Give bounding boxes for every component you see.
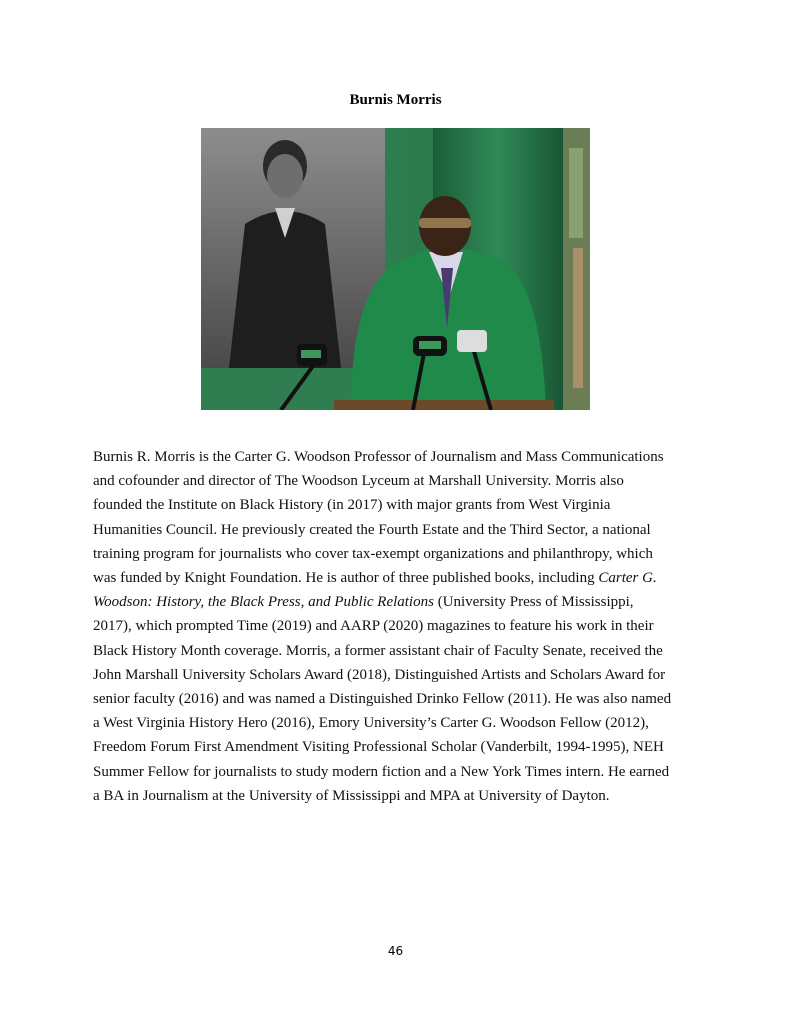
bio-line [93,711,698,735]
bio-line [93,639,698,663]
bio-paragraph [93,445,698,808]
bio-line [93,784,698,808]
bio-text: Humanities Council. He previously created the Fourth Estate and the Third Sector, a national [93,521,651,538]
bio-line [93,566,698,590]
bio-line [93,590,698,614]
page-title: Burnis Morris [349,92,442,108]
bio-text: Summer Fellow for journalists to study modern fiction and a New York Times intern. He earned [93,763,670,780]
bio-text: a BA in Journalism at the University of Mississippi and MPA at University of Dayton. [93,787,610,804]
bio-text: was funded by Knight Foundation. He is author of three published books, including [93,570,599,587]
bio-text: senior faculty (2016) and was named a Distinguished Drinko Fellow (2011). He was also named [93,691,672,708]
portrait-photo-illustration [201,128,590,410]
bio-line [93,493,698,517]
bio-text: and cofounder and director of The Woodson Lyceum at Marshall University. Morris also [93,473,624,490]
bio-line [93,542,698,566]
bio-text: Burnis R. Morris is the Carter G. Woodson Professor of Journalism and Mass Communications [93,449,664,465]
bio-line [93,687,698,711]
bio-line [93,469,698,493]
book-title: Woodson: History, the Black Press, and Public Relations [93,594,434,611]
bio-line [93,614,698,638]
bio-text: Freedom Forum First Amendment Visiting Professional Scholar (Vanderbilt, 1994-1995), NEH [93,739,664,756]
bio-text: (University Press of Mississippi, [433,594,634,611]
portrait-photo [201,128,590,410]
bio-text: training program for journalists who cover tax-exempt organizations and philanthropy, which [93,545,653,562]
bio-line [93,663,698,687]
book-title: Carter G. [598,570,657,587]
bio-text: a West Virginia History Hero (2016), Emory University’s Carter G. Woodson Fellow (2012), [93,715,649,732]
bio-line [93,445,698,469]
bio-line [93,518,698,542]
bio-text: founded the Institute on Black History (in 2017) with major grants from West Virginia [93,497,611,514]
bio-text: Black History Month coverage. Morris, a former assistant chair of Faculty Senate, received the [93,642,663,659]
bio-line [93,735,698,759]
bio-text: 2017), which prompted Time (2019) and AARP (2020) magazines to feature his work in their [93,618,654,635]
page-number: 46 [387,944,404,958]
bio-line [93,760,698,784]
bio-text: John Marshall University Scholars Award (2018), Distinguished Artists and Scholars Award for [93,666,666,683]
